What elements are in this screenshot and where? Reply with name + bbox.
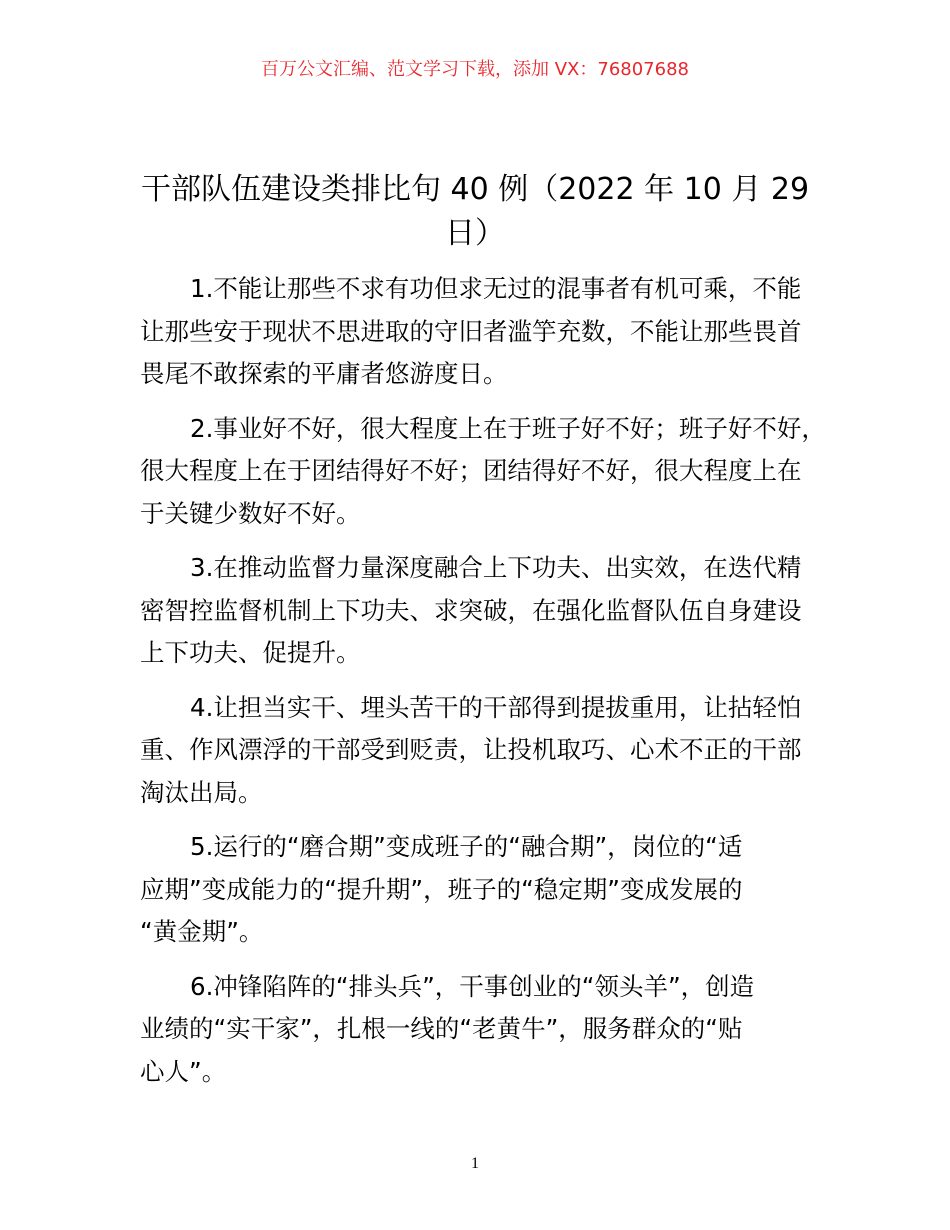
- paragraph-2: [140, 408, 840, 536]
- paragraph-line: 1.不能让那些不求有功但求无过的混事者有机可乘，不能: [190, 274, 802, 303]
- title-line: 干部队伍建设类排比句 40 例（2022 年 10 月 29: [140, 172, 810, 207]
- paragraph-line: “黄金期”。: [140, 917, 264, 946]
- paragraph-line: 2.事业好不好，很大程度上在于班子好不好；班子好不好，: [190, 413, 826, 443]
- paragraph-5: [140, 826, 840, 954]
- document-body: [140, 268, 840, 1105]
- paragraph-line: 6.冲锋陷阵的“排头兵”，干事创业的“领头羊”，创造: [190, 971, 755, 1001]
- document-title: [120, 168, 830, 256]
- paragraph-3: [140, 547, 840, 675]
- paragraph-4: [140, 687, 840, 815]
- paragraph-line: 让那些安于现状不思进取的守旧者滥竽充数，不能让那些畏首: [140, 316, 802, 346]
- paragraph-line: 5.运行的“磨合期”变成班子的“融合期”，岗位的“适: [190, 832, 743, 861]
- paragraph-line: 3.在推动监督力量深度融合上下功夫、出实效，在迭代精: [190, 553, 802, 582]
- paragraph-line: 密智控监督机制上下功夫、求突破，在强化监督队伍自身建设: [140, 595, 802, 625]
- paragraph-line: 上下功夫、促提升。: [140, 638, 361, 667]
- paragraph-line: 于关键少数好不好。: [140, 498, 361, 528]
- header-watermark-note: 百万公文汇编、范文学习下载，添加 VX：76807688: [261, 59, 689, 80]
- paragraph-line: 应期”变成能力的“提升期”，班子的“稳定期”变成发展的: [140, 874, 743, 904]
- paragraph-line: 4.让担当实干、埋头苦干的干部得到提拔重用，让拈轻怕: [190, 692, 802, 722]
- paragraph-line: 重、作风漂浮的干部受到贬责，让投机取巧、心术不正的干部: [140, 735, 802, 764]
- paragraph-line: 业绩的“实干家”，扎根一线的“老黄牛”，服务群众的“贴: [140, 1014, 743, 1043]
- paragraph-line: 畏尾不敢探索的平庸者悠游度日。: [140, 359, 508, 388]
- title-line: 日）: [445, 216, 505, 251]
- page-number: 1: [471, 1155, 479, 1172]
- paragraph-line: 心人”。: [140, 1056, 227, 1086]
- paragraph-line: 淘汰出局。: [140, 777, 263, 807]
- paragraph-1: [140, 268, 840, 396]
- paragraph-line: 很大程度上在于团结得好不好；团结得好不好，很大程度上在: [140, 456, 802, 485]
- paragraph-6: [140, 966, 840, 1094]
